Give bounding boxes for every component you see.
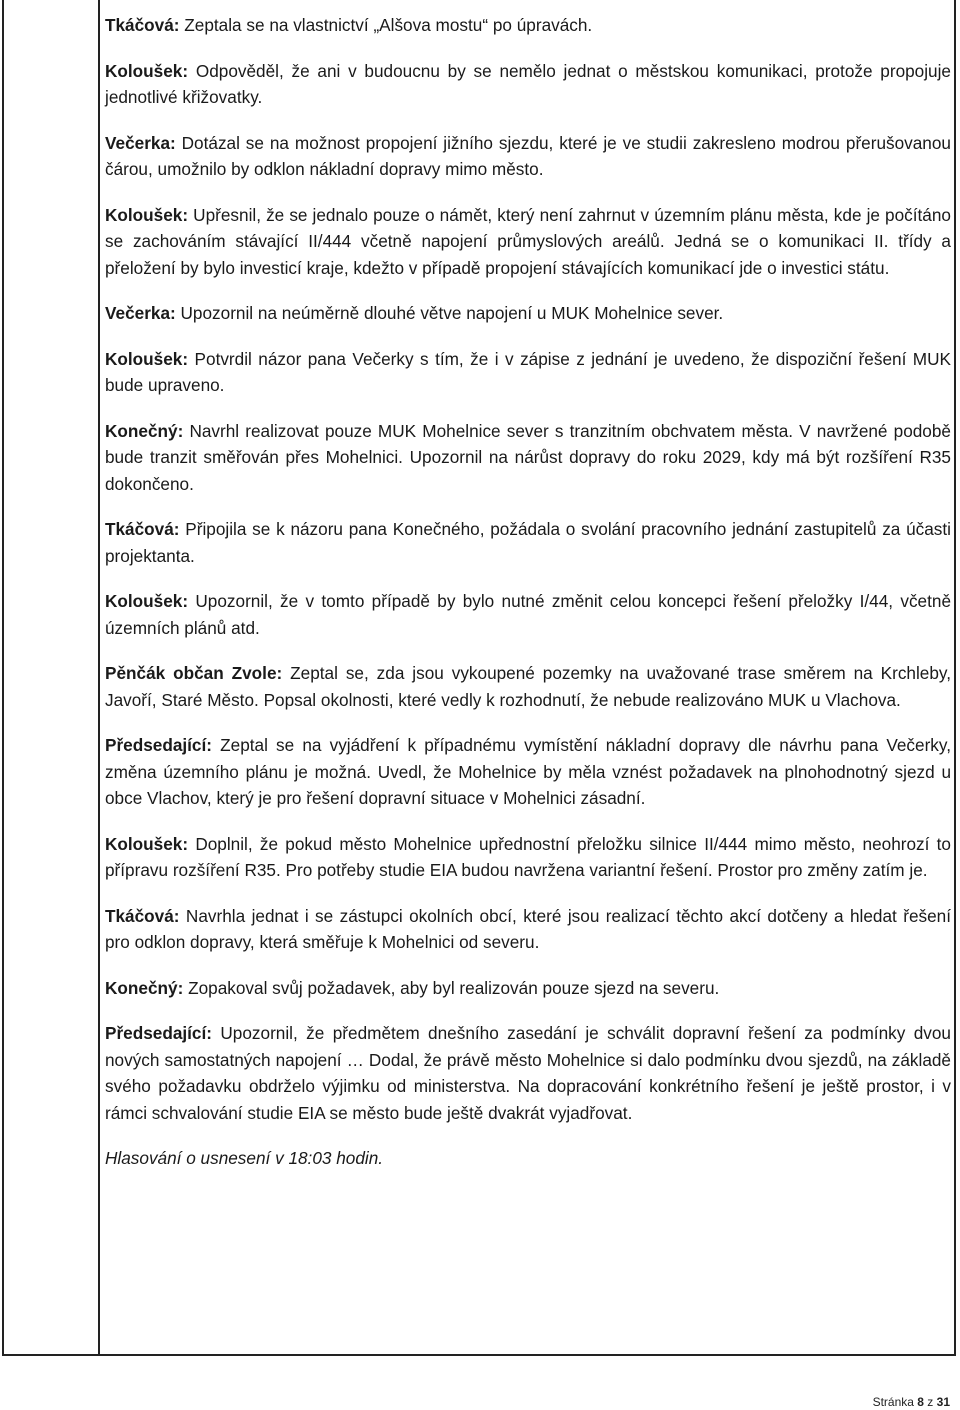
paragraph-text: Upřesnil, že se jednalo pouze o námět, který není zahrnut v územním plánu města, kde je počítáno se zachováním stávající II/444 včetně napojení průmyslových areálů. Jedná se o komunikaci II. třídy a přeložení by bylo investicí kraje, kdežto v případě propojení stávajících komunikací jde o investici státu. <box>105 204 951 278</box>
paragraph <box>105 975 951 1002</box>
footer-label: Stránka <box>872 1395 914 1409</box>
paragraph-text: Doplnil, že pokud město Mohelnice upřednostní přeložku silnice II/444 mimo město, neohrozí to přípravu rozšíření R35. Pro potřeby studie EIA budou navržena variantní řešení. Prostor pro změny zatím je. <box>105 833 951 880</box>
paragraph <box>105 660 951 713</box>
page-footer <box>873 1395 950 1409</box>
speaker-name: Koloušek: <box>105 60 189 81</box>
speaker-name: Koloušek: <box>105 204 189 225</box>
speaker-name: Tkáčová: <box>105 519 180 539</box>
paragraph <box>105 903 951 956</box>
speaker-name: Večerka: <box>105 132 176 153</box>
paragraph-text: Odpověděl, že ani v budoucnu by se nemělo jednat o městskou komunikaci, protože propojuje jednotlivé křižovatky. <box>105 60 951 107</box>
speaker-name: Koloušek: <box>105 833 189 854</box>
paragraph <box>105 12 951 39</box>
paragraph-text: Připojila se k názoru pana Konečného, požádala o svolání pracovního jednání zastupitelů za účasti projektanta. <box>105 519 951 566</box>
speaker-name: Koloušek: <box>105 591 189 611</box>
paragraph <box>105 58 951 111</box>
paragraph <box>105 588 951 641</box>
paragraph <box>105 1020 951 1126</box>
paragraph-text: Navrhla jednat i se zástupci okolních obcí, které jsou realizací těchto akcí dotčeny a hledat řešení pro odklon dopravy, která směřuje k Mohelnici od severu. <box>105 905 951 952</box>
paragraph-text: Navrhl realizovat pouze MUK Mohelnice sever s tranzitním obchvatem města. V navržené podobě bude tranzit směřován přes Mohelnici. Upozornil na nárůst dopravy do roku 2029, kdy má být rozšíření R35 dokončeno. <box>105 420 951 494</box>
paragraph <box>105 202 951 282</box>
speaker-name: Konečný: <box>105 977 184 998</box>
paragraph <box>105 732 951 812</box>
speaker-name: Večerka: <box>105 303 176 323</box>
speaker-name: Koloušek: <box>105 348 189 369</box>
paragraph-text: Zopakoval svůj požadavek, aby byl realizován pouze sjezd na severu. <box>183 977 720 998</box>
paragraph-text: Zeptal se, zda jsou vykoupené pozemky na uvažované trase směrem na Krchleby, Javoří, Staré Město. Popsal okolnosti, které vedly k rozhodnutí, že nebude realizováno MUK u Vlachova. <box>105 663 952 710</box>
paragraph-text: Upozornil, že v tomto případě by bylo nutné změnit celou koncepci řešení přeložky I/44, včetně územních plánů atd. <box>105 591 951 638</box>
paragraph <box>105 831 951 884</box>
speaker-name: Pěnčák občan Zvole: <box>105 663 283 683</box>
paragraph-text: Upozornil na neúměrně dlouhé větve napojení u MUK Mohelnice sever. <box>175 303 724 323</box>
paragraph-text: Upozornil, že předmětem dnešního zasedání je schválit dopravní řešení za podmínky dvou nových samostatných napojení … Dodal, že právě město Mohelnice si dalo podmínku dvou sjezdů, na základě svého požadavku obdrželo výjimku od ministerstva. Na dopracování konkrétního řešení je ještě prostor, i v rámci schvalování studie EIA se město bude ještě dvakrát vyjadřovat. <box>105 1023 951 1123</box>
paragraph <box>105 418 951 498</box>
footer-page-total: 31 <box>936 1395 950 1409</box>
footer-separator: z <box>927 1395 934 1409</box>
speaker-name: Tkáčová: <box>105 905 180 926</box>
footer-page-number: 8 <box>917 1395 924 1409</box>
paragraph <box>105 130 951 183</box>
paragraph <box>105 346 951 399</box>
paragraph-text: Zeptala se na vlastnictví „Alšova mostu“ po úpravách. <box>179 15 593 35</box>
speaker-name: Předsedající: <box>105 735 212 755</box>
vote-note: Hlasování o usnesení v 18:03 hodin. <box>105 1148 384 1168</box>
minutes-content <box>105 12 951 1191</box>
paragraph <box>105 300 951 327</box>
paragraph-text: Potvrdil názor pana Večerky s tím, že i v zápise z jednání je uvedeno, že dispoziční řešení MUK bude upraveno. <box>105 348 951 395</box>
paragraph-text: Dotázal se na možnost propojení jižního sjezdu, které je ve studii zakresleno modrou přerušovanou čárou, umožnilo by odklon nákladní dopravy mimo město. <box>105 132 951 179</box>
paragraph-text: Zeptal se na vyjádření k případnému vymístění nákladní dopravy dle návrhu pana Večerky, změna územního plánu je možná. Uvedl, že Mohelnice by měla vznést požadavek na plnohodnotný sjezd u obce Vlachov, který je pro řešení dopravní situace v Mohelnici zásadní. <box>105 735 951 808</box>
paragraph <box>105 516 951 569</box>
speaker-name: Předsedající: <box>105 1023 212 1043</box>
speaker-name: Konečný: <box>105 420 184 441</box>
left-column <box>4 0 100 1354</box>
speaker-name: Tkáčová: <box>105 15 180 35</box>
